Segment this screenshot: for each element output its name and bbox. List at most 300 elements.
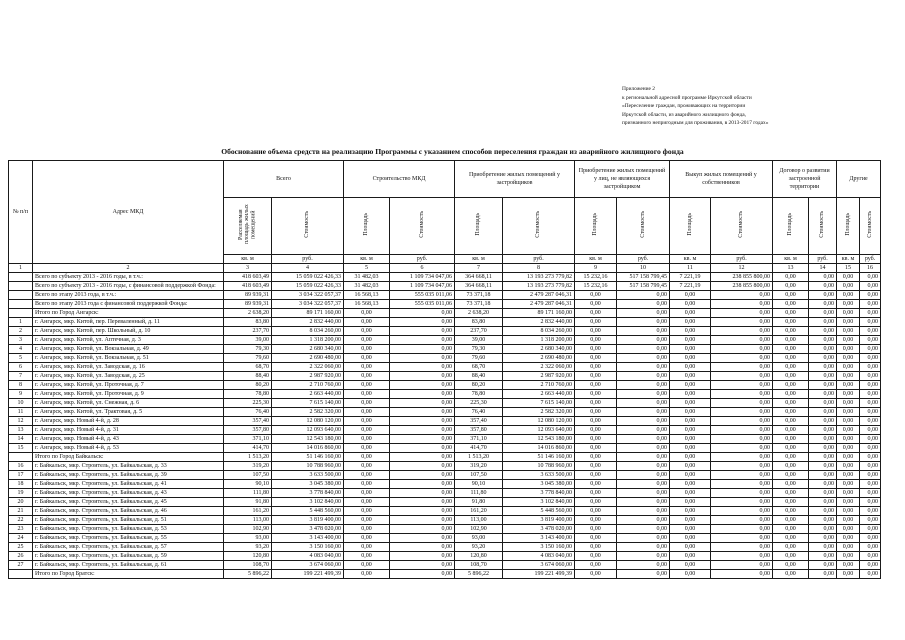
row-value: 83,80 [224,318,272,327]
row-address: г. Ангарск, мкр. Новый 4-й, д. 28 [33,417,224,426]
row-value: 0,00 [809,318,837,327]
row-value: 0,00 [711,345,773,354]
subheader-cost [272,198,344,255]
subheader-area [575,198,617,255]
row-value: 93,20 [224,543,272,552]
row-value: 0,00 [344,381,390,390]
row-value: 0,00 [773,570,809,579]
row-value: 0,00 [809,426,837,435]
row-value: 0,00 [575,462,617,471]
unit-cell: руб. [860,255,881,264]
row-value: 0,00 [390,318,455,327]
row-value: 1 318 200,00 [503,336,575,345]
row-value: 0,00 [773,372,809,381]
row-value: 0,00 [837,570,860,579]
row-address: г. Байкальск, мкр. Строитель, ул. Байкальская, д. 41 [33,480,224,489]
row-value: 0,00 [860,327,881,336]
appendix-line: Иркутской области, из аварийного жилищного фонда, [622,111,747,118]
row-value: 7 221,19 [670,282,711,291]
row-value: 89 939,31 [224,300,272,309]
row-value: 0,00 [711,507,773,516]
row-value: 0,00 [390,525,455,534]
row-value: 0,00 [809,345,837,354]
row-value: 31 482,03 [344,282,390,291]
row-value: 0,00 [617,489,670,498]
row-value: 357,80 [224,426,272,435]
row-value: 76,40 [224,408,272,417]
row-value: 89 171 160,00 [272,309,344,318]
row-value: 357,40 [455,417,503,426]
row-value: 0,00 [773,534,809,543]
subheader-cost [503,198,575,255]
row-value: 0,00 [773,516,809,525]
document-title: Обоснование объема средств на реализацию Программы с указанием способов переселения граждан из аварийного жилищного фонда [221,147,684,156]
row-number: 7 [9,372,33,381]
row-value: 0,00 [773,552,809,561]
subheader-cost [390,198,455,255]
row-value: 225,30 [224,399,272,408]
row-value: 15 232,16 [575,282,617,291]
row-address: Всего по этапу 2013 года с финансовой поддержкой Фонда: [33,300,224,309]
row-value: 0,00 [390,327,455,336]
row-value: 108,70 [455,561,503,570]
row-value: 0,00 [617,516,670,525]
row-value: 0,00 [809,480,837,489]
row-value: 15 059 022 426,33 [272,273,344,282]
row-value: 0,00 [617,507,670,516]
row-number: 8 [9,381,33,390]
appendix-line: к региональной адресной программе Иркутской области [622,94,752,101]
unit-cell: кв. м [344,255,390,264]
row-value: 12 080 120,00 [272,417,344,426]
row-value: 0,00 [670,363,711,372]
row-value: 0,00 [344,363,390,372]
row-number: 25 [9,543,33,552]
subheader-label: Площадь [363,213,370,236]
row-value: 0,00 [711,408,773,417]
row-value: 88,40 [224,372,272,381]
row-value: 517 158 799,45 [617,282,670,291]
row-value: 0,00 [860,381,881,390]
row-value: 73 371,18 [455,291,503,300]
table-row [9,498,881,507]
row-value: 120,80 [224,552,272,561]
row-value: 0,00 [617,462,670,471]
row-value: 0,00 [860,453,881,462]
column-index-cell: 13 [773,264,809,273]
subheader-area [773,198,809,255]
row-value: 0,00 [575,309,617,318]
subheader-label: Площадь [787,213,794,236]
row-value: 0,00 [670,444,711,453]
row-value: 0,00 [860,543,881,552]
row-address: г. Байкальск, мкр. Строитель, ул. Байкальская, д. 33 [33,462,224,471]
row-value: 0,00 [390,363,455,372]
row-value: 0,00 [773,354,809,363]
row-value: 10 788 960,00 [503,462,575,471]
row-value: 517 158 799,45 [617,273,670,282]
row-value: 0,00 [344,552,390,561]
row-value: 0,00 [344,534,390,543]
row-value: 79,60 [455,354,503,363]
row-value: 238 855 800,00 [711,273,773,282]
row-value: 0,00 [344,570,390,579]
row-value: 0,00 [390,336,455,345]
row-value: 0,00 [390,507,455,516]
row-number: 1 [9,318,33,327]
row-number: 13 [9,426,33,435]
row-value: 0,00 [711,390,773,399]
row-number [9,291,33,300]
row-value: 0,00 [390,435,455,444]
row-value: 0,00 [773,471,809,480]
row-value: 0,00 [837,480,860,489]
row-value: 0,00 [837,408,860,417]
row-value: 0,00 [837,453,860,462]
row-value: 0,00 [670,336,711,345]
row-value: 0,00 [390,345,455,354]
row-value: 0,00 [575,480,617,489]
row-address: Итого по Город Братск: [33,570,224,579]
row-value: 68,70 [455,363,503,372]
row-value: 89 171 160,00 [503,309,575,318]
table-row [9,372,881,381]
row-value: 0,00 [773,498,809,507]
row-address: г. Ангарск, мкр. Китой, ул. Трактовая, д. 5 [33,408,224,417]
row-value: 0,00 [575,489,617,498]
table-row [9,354,881,363]
row-value: 3 778 840,00 [272,489,344,498]
row-value: 371,10 [455,435,503,444]
row-value: 199 221 499,39 [503,570,575,579]
row-address: г. Байкальск, мкр. Строитель, ул. Байкальская, д. 55 [33,534,224,543]
row-value: 31 482,03 [344,273,390,282]
row-value: 0,00 [344,507,390,516]
row-number: 22 [9,516,33,525]
row-number: 12 [9,417,33,426]
row-value: 12 093 640,00 [503,426,575,435]
column-index-cell: 11 [670,264,711,273]
unit-cell: руб. [711,255,773,264]
row-value: 0,00 [617,561,670,570]
row-value: 0,00 [860,300,881,309]
row-value: 93,20 [455,543,503,552]
row-value: 2 710 760,00 [503,381,575,390]
row-address: г. Ангарск, мкр. Китой, ул. Аптечная, д. 3 [33,336,224,345]
row-value: 90,10 [224,480,272,489]
row-value: 0,00 [711,327,773,336]
row-value: 0,00 [837,471,860,480]
row-value: 93,00 [224,534,272,543]
row-address: г. Ангарск, мкр. Китой, пер. Школьный, д. 10 [33,327,224,336]
row-number: 20 [9,498,33,507]
row-value: 3 633 500,00 [503,471,575,480]
row-value: 14 016 860,00 [503,444,575,453]
row-value: 73 371,18 [455,300,503,309]
row-value: 0,00 [617,390,670,399]
row-value: 10 788 960,00 [272,462,344,471]
row-value: 0,00 [837,516,860,525]
row-value: 3 034 322 057,37 [272,300,344,309]
row-value: 1 109 734 047,06 [390,282,455,291]
row-value: 237,70 [224,327,272,336]
row-value: 0,00 [711,291,773,300]
row-value: 0,00 [617,552,670,561]
row-value: 0,00 [670,516,711,525]
header-group-other: Другие [837,161,881,198]
header-group-developers: Приобретение жилых помещений у застройщиков [455,161,575,198]
row-value: 0,00 [670,534,711,543]
row-value: 225,30 [455,399,503,408]
row-value: 15 059 022 426,33 [272,282,344,291]
row-value: 0,00 [711,354,773,363]
row-value: 3 102 840,00 [272,498,344,507]
row-value: 0,00 [575,417,617,426]
row-value: 357,40 [224,417,272,426]
row-number: 9 [9,390,33,399]
row-value: 0,00 [344,444,390,453]
table-row [9,417,881,426]
row-value: 5 448 560,00 [272,507,344,516]
row-value: 0,00 [617,327,670,336]
row-value: 2 680 340,00 [503,345,575,354]
subheader-area [837,198,860,255]
row-number: 21 [9,507,33,516]
row-address: г. Ангарск, мкр. Новый 4-й, д. 31 [33,426,224,435]
appendix-line: Приложение 2 [622,86,655,92]
row-value: 8 034 260,00 [272,327,344,336]
row-number [9,570,33,579]
row-value: 0,00 [711,453,773,462]
row-value: 0,00 [575,336,617,345]
row-value: 0,00 [617,435,670,444]
row-number: 14 [9,435,33,444]
row-value: 0,00 [670,408,711,417]
row-value: 0,00 [344,417,390,426]
row-value: 0,00 [617,453,670,462]
row-value: 0,00 [711,426,773,435]
row-value: 3 034 322 057,37 [272,291,344,300]
row-value: 0,00 [773,291,809,300]
row-number: 16 [9,462,33,471]
row-number: 19 [9,489,33,498]
row-value: 2 832 440,00 [272,318,344,327]
row-value: 0,00 [837,417,860,426]
subheader-label: Стоимость [819,211,826,238]
row-address: Итого по Город Ангарск: [33,309,224,318]
row-value: 0,00 [837,444,860,453]
subheader-label: Стоимость [866,211,873,238]
summary-row [9,282,881,291]
row-value: 0,00 [773,462,809,471]
row-value: 0,00 [617,444,670,453]
row-number: 11 [9,408,33,417]
row-value: 2 987 920,00 [503,372,575,381]
row-number: 5 [9,354,33,363]
row-value: 0,00 [773,273,809,282]
column-index-cell: 7 [455,264,503,273]
row-value: 0,00 [711,372,773,381]
row-value: 0,00 [837,534,860,543]
appendix-line: «Переселение граждан, проживающих на территории [622,103,746,110]
row-value: 79,30 [224,345,272,354]
subheader-cost [860,198,881,255]
row-value: 0,00 [837,498,860,507]
row-address: г. Байкальск, мкр. Строитель, ул. Байкальская, д. 43 [33,489,224,498]
row-value: 0,00 [773,480,809,489]
row-value: 0,00 [344,489,390,498]
row-address: г. Ангарск, мкр. Китой, ул. Снежная, д. 6 [33,399,224,408]
row-number: 18 [9,480,33,489]
row-value: 0,00 [670,507,711,516]
table-row [9,507,881,516]
unit-cell: кв. м [670,255,711,264]
row-value: 0,00 [575,498,617,507]
row-value: 89 939,31 [224,291,272,300]
row-value: 555 035 011,06 [390,300,455,309]
row-value: 0,00 [390,453,455,462]
row-value: 0,00 [344,318,390,327]
unit-cell: руб. [503,255,575,264]
row-value: 76,40 [455,408,503,417]
row-value: 2 479 287 046,31 [503,300,575,309]
row-value: 4 083 040,00 [272,552,344,561]
row-value: 199 221 499,39 [272,570,344,579]
row-value: 2 832 440,00 [503,318,575,327]
row-value: 0,00 [617,570,670,579]
row-value: 78,80 [455,390,503,399]
row-value: 0,00 [575,291,617,300]
row-value: 0,00 [575,516,617,525]
row-value: 0,00 [809,300,837,309]
row-value: 0,00 [575,570,617,579]
row-value: 0,00 [711,417,773,426]
row-number: 17 [9,471,33,480]
row-address: г. Ангарск, мкр. Китой, ул. Заводская, д. 16 [33,363,224,372]
row-value: 0,00 [711,435,773,444]
row-value: 0,00 [575,318,617,327]
row-value: 0,00 [773,390,809,399]
row-value: 0,00 [711,534,773,543]
row-value: 0,00 [773,525,809,534]
subheader-label: Стоимость [304,211,311,238]
row-value: 0,00 [617,399,670,408]
row-value: 0,00 [344,561,390,570]
row-value: 80,20 [224,381,272,390]
row-number [9,453,33,462]
row-value: 418 603,49 [224,273,272,282]
table-row [9,543,881,552]
row-value: 3 045 380,00 [503,480,575,489]
column-index-cell: 14 [809,264,837,273]
header-num: № п/п [9,161,33,264]
row-value: 0,00 [670,453,711,462]
row-value: 51 146 160,00 [272,453,344,462]
row-value: 0,00 [860,399,881,408]
row-value: 0,00 [773,327,809,336]
row-value: 7 615 140,00 [272,399,344,408]
row-value: 0,00 [670,372,711,381]
row-value: 102,90 [224,525,272,534]
table-row [9,534,881,543]
row-value: 0,00 [670,354,711,363]
row-value: 161,20 [455,507,503,516]
row-value: 13 193 273 779,82 [503,273,575,282]
column-index-cell: 10 [617,264,670,273]
row-value: 0,00 [344,390,390,399]
row-value: 0,00 [773,408,809,417]
row-value: 0,00 [773,417,809,426]
row-value: 3 143 400,00 [503,534,575,543]
row-value: 414,70 [455,444,503,453]
row-address: Итого по Город Байкальск: [33,453,224,462]
table-row [9,561,881,570]
row-value: 0,00 [860,291,881,300]
row-value: 79,60 [224,354,272,363]
row-value: 15 232,16 [575,273,617,282]
row-value: 0,00 [711,489,773,498]
row-value: 0,00 [617,354,670,363]
table-row [9,399,881,408]
table-row [9,489,881,498]
row-address: г. Байкальск, мкр. Строитель, ул. Байкальская, д. 51 [33,516,224,525]
row-value: 102,90 [455,525,503,534]
row-value: 3 102 840,00 [503,498,575,507]
row-value: 0,00 [670,525,711,534]
row-value: 0,00 [773,435,809,444]
row-value: 0,00 [837,372,860,381]
appendix-line: признанного непригодным для проживания, в 2013-2017 годах» [622,120,769,127]
column-index-cell: 5 [344,264,390,273]
row-value: 2 638,20 [455,309,503,318]
row-value: 0,00 [390,489,455,498]
row-value: 0,00 [773,318,809,327]
row-value: 0,00 [809,390,837,399]
row-value: 0,00 [860,417,881,426]
unit-cell: руб. [272,255,344,264]
row-value: 0,00 [809,552,837,561]
row-value: 0,00 [809,534,837,543]
row-value: 0,00 [617,381,670,390]
row-number: 27 [9,561,33,570]
row-value: 0,00 [711,480,773,489]
row-address: г. Ангарск, мкр. Китой, ул. Заводская, д. 25 [33,372,224,381]
row-value: 0,00 [837,309,860,318]
row-value: 0,00 [711,462,773,471]
row-value: 0,00 [344,435,390,444]
row-value: 0,00 [390,561,455,570]
row-value: 0,00 [390,417,455,426]
row-value: 0,00 [711,498,773,507]
row-value: 555 035 011,06 [390,291,455,300]
column-index-cell: 2 [33,264,224,273]
row-value: 364 668,11 [455,282,503,291]
row-value: 0,00 [809,282,837,291]
row-value: 2 479 287 046,31 [503,291,575,300]
row-value: 0,00 [860,516,881,525]
row-value: 1 513,20 [455,453,503,462]
row-value: 0,00 [344,345,390,354]
row-value: 0,00 [617,363,670,372]
row-value: 0,00 [837,507,860,516]
row-value: 0,00 [809,435,837,444]
row-value: 0,00 [773,489,809,498]
row-value: 5 896,22 [455,570,503,579]
row-value: 0,00 [670,300,711,309]
row-value: 0,00 [670,381,711,390]
row-number: 3 [9,336,33,345]
row-value: 0,00 [711,318,773,327]
